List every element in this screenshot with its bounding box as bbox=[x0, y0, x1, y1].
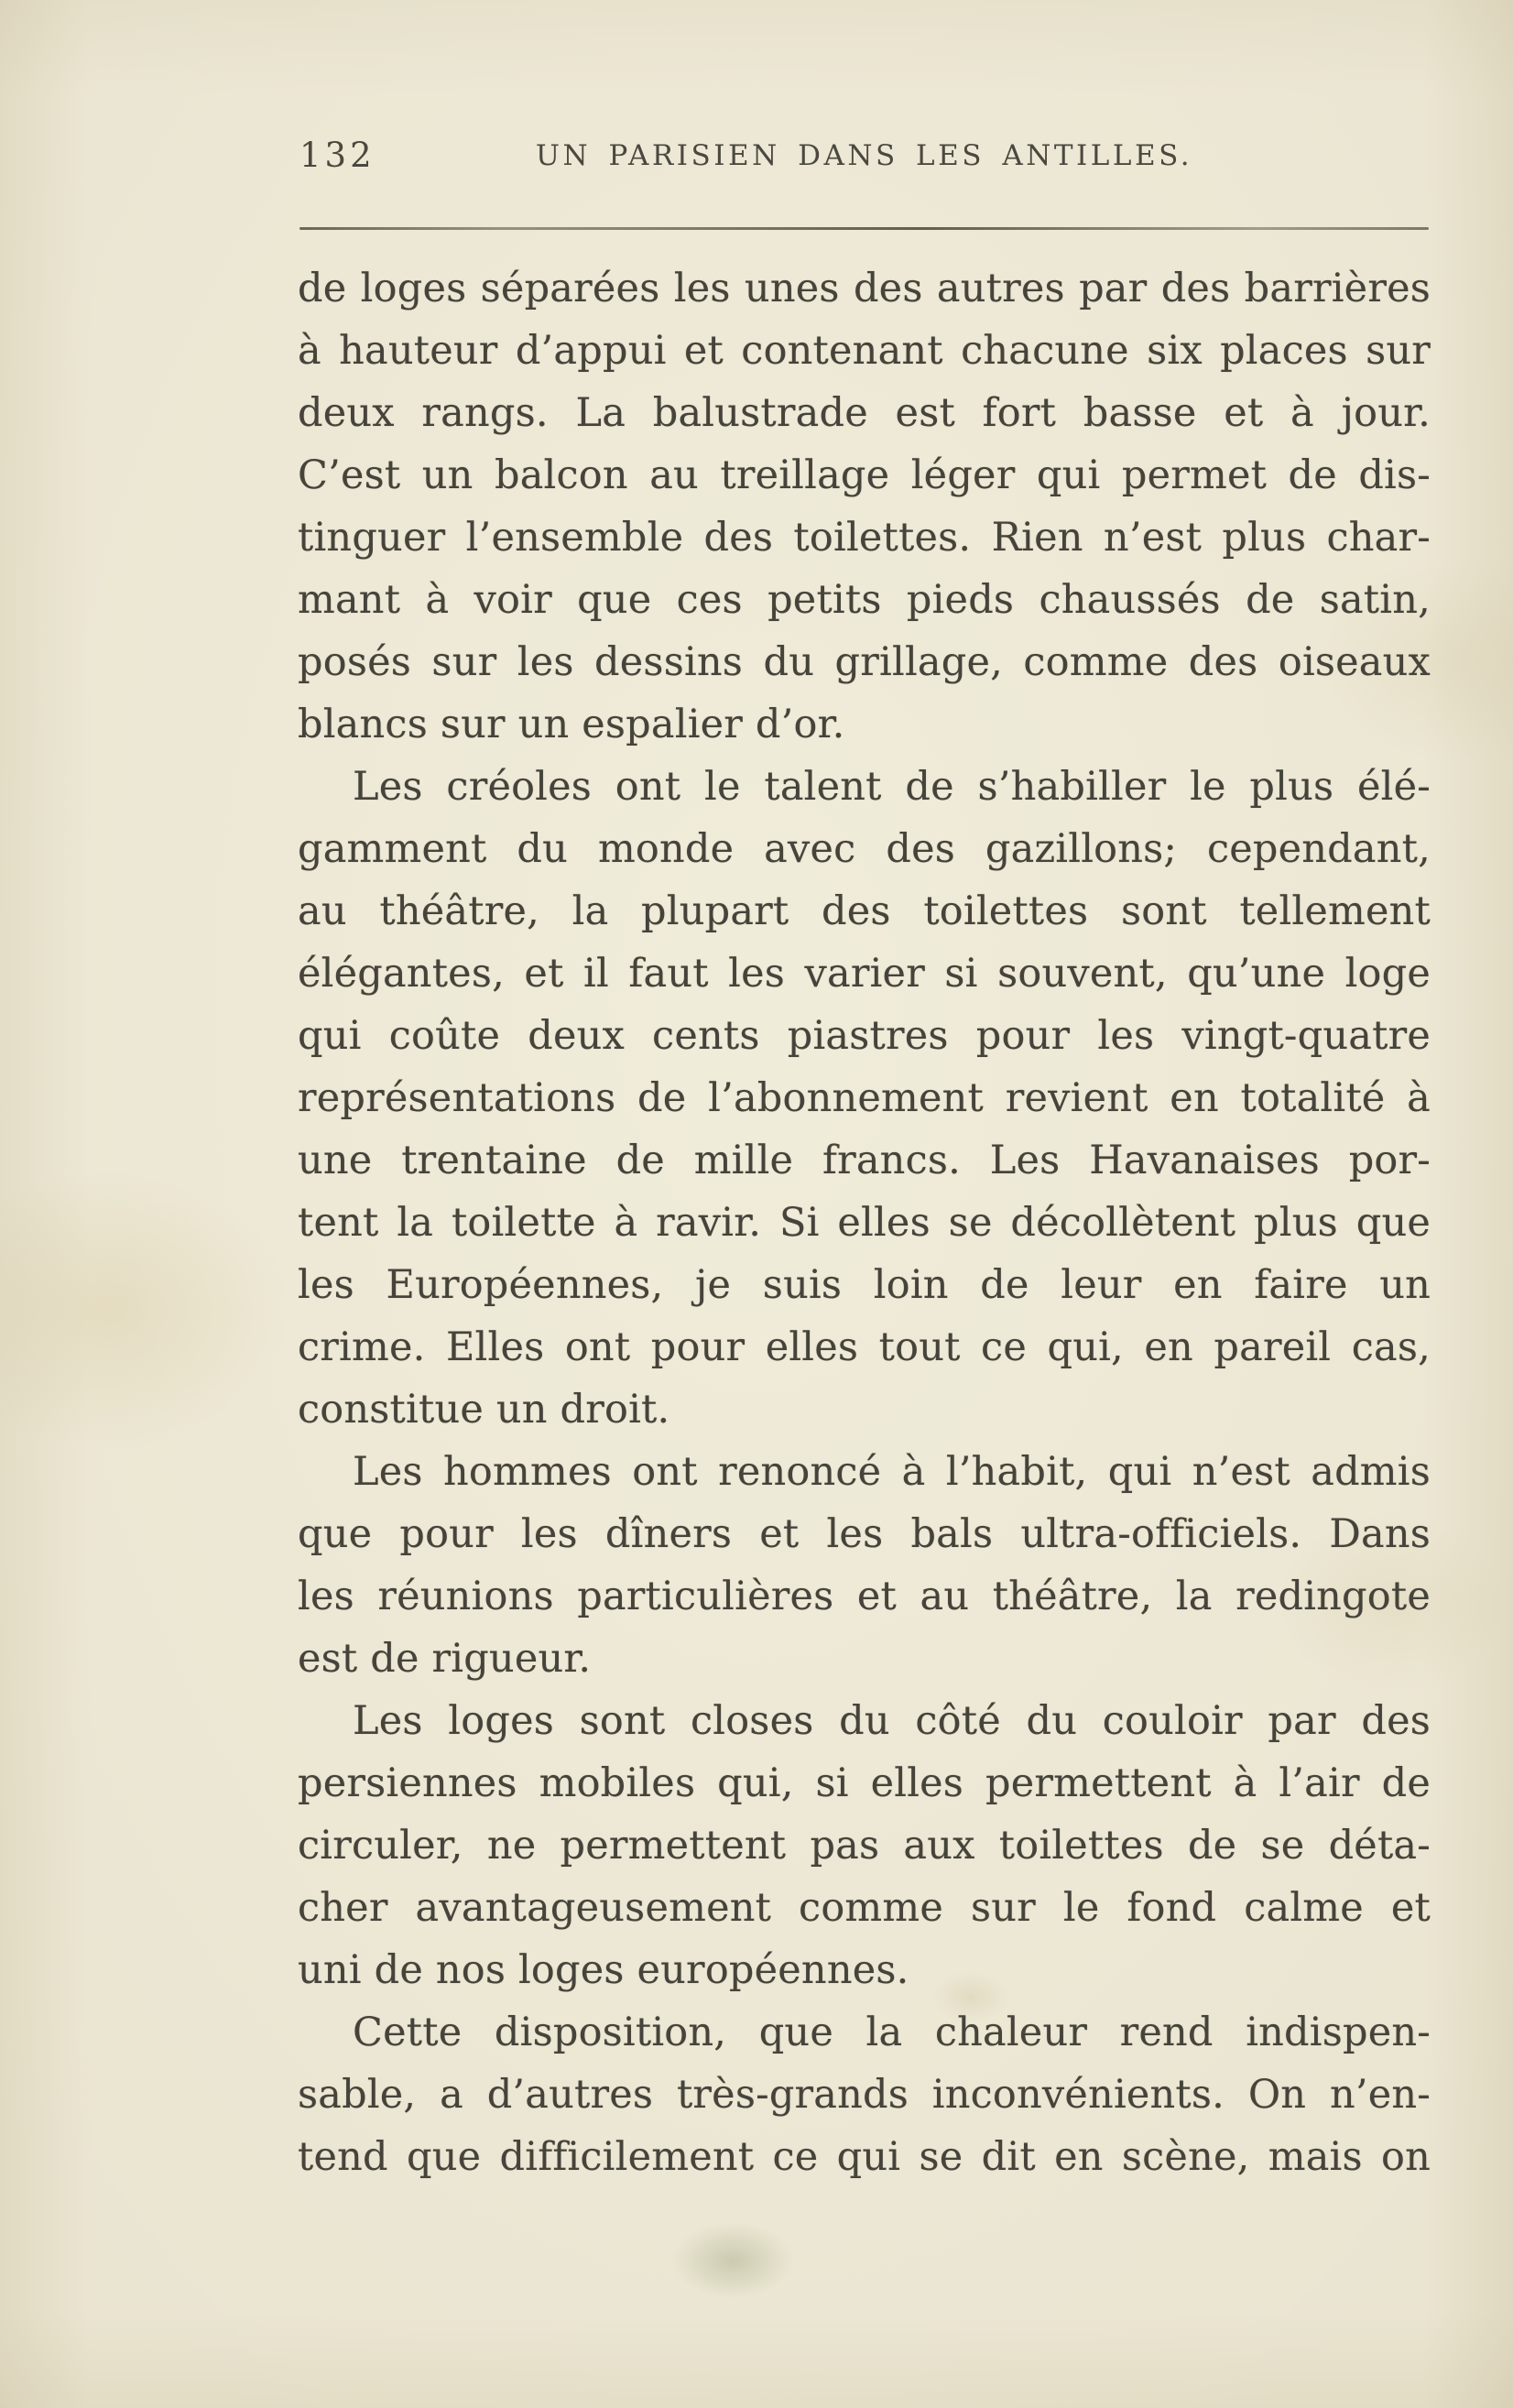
page-body bbox=[298, 257, 1431, 2188]
text-line: deux rangs. La balustrade est fort basse et à jour. bbox=[298, 390, 1431, 436]
text-line: les réunions particulières et au théâtre, la redingote bbox=[298, 1574, 1431, 1619]
text-line: représentations de l’abonnement revient en totalité à bbox=[298, 1075, 1431, 1121]
text-line: élégantes, et il faut les varier si souvent, qu’une loge bbox=[298, 951, 1431, 997]
page-header bbox=[298, 136, 1431, 183]
text-line: circuler, ne permettent pas aux toilettes de se déta- bbox=[298, 1823, 1431, 1869]
text-line: C’est un balcon au treillage léger qui permet de dis- bbox=[298, 452, 1431, 498]
text-line: uni de nos loges européennes. bbox=[298, 1947, 909, 1993]
text-line: Les créoles ont le talent de s’habiller le plus élé- bbox=[353, 764, 1431, 810]
text-line: tend que difficilement ce qui se dit en scène, mais on bbox=[298, 2134, 1431, 2180]
paragraph bbox=[298, 257, 1431, 756]
text-line: constitue un droit. bbox=[298, 1387, 670, 1433]
paragraph bbox=[298, 1441, 1431, 1690]
text-line: au théâtre, la plupart des toilettes sont tellement bbox=[298, 888, 1431, 934]
text-line: Les hommes ont renoncé à l’habit, qui n’est admis bbox=[353, 1449, 1431, 1495]
text-line: que pour les dîners et les bals ultra-officiels. Dans bbox=[298, 1511, 1431, 1557]
text-line: cher avantageusement comme sur le fond calme et bbox=[298, 1885, 1431, 1931]
paragraph bbox=[298, 2001, 1431, 2188]
text-line: tent la toilette à ravir. Si elles se décollètent plus que bbox=[298, 1200, 1431, 1246]
text-line: est de rigueur. bbox=[298, 1636, 592, 1682]
page-number: 132 bbox=[299, 136, 376, 175]
text-line: posés sur les dessins du grillage, comme des oiseaux bbox=[298, 639, 1431, 685]
text-line: tinguer l’ensemble des toilettes. Rien n’est plus char- bbox=[298, 515, 1431, 561]
text-line: persiennes mobiles qui, si elles permettent à l’air de bbox=[298, 1760, 1431, 1806]
text-line: qui coûte deux cents piastres pour les vingt-quatre bbox=[298, 1013, 1431, 1059]
text-line: une trentaine de mille francs. Les Havanaises por- bbox=[298, 1138, 1431, 1183]
text-line: crime. Elles ont pour elles tout ce qui, en pareil cas, bbox=[298, 1324, 1431, 1370]
text-line: de loges séparées les unes des autres par des barrières bbox=[298, 266, 1431, 311]
text-line: sable, a d’autres très-grands inconvénients. On n’en- bbox=[298, 2072, 1431, 2118]
text-line: les Européennes, je suis loin de leur en faire un bbox=[298, 1262, 1431, 1308]
paragraph bbox=[298, 1690, 1431, 2001]
text-line: blancs sur un espalier d’or. bbox=[298, 702, 845, 747]
text-line: gamment du monde avec des gazillons; cependant, bbox=[298, 826, 1431, 872]
paragraph bbox=[298, 756, 1431, 1441]
text-line: à hauteur d’appui et contenant chacune six places sur bbox=[298, 328, 1431, 374]
text-line: mant à voir que ces petits pieds chaussés de satin, bbox=[298, 577, 1431, 623]
text-line: Les loges sont closes du côté du couloir par des bbox=[353, 1698, 1431, 1744]
text-line: Cette disposition, que la chaleur rend indispen- bbox=[353, 2010, 1431, 2055]
running-title: UN PARISIEN DANS LES ANTILLES. bbox=[535, 139, 1193, 172]
header-rule bbox=[299, 227, 1429, 230]
